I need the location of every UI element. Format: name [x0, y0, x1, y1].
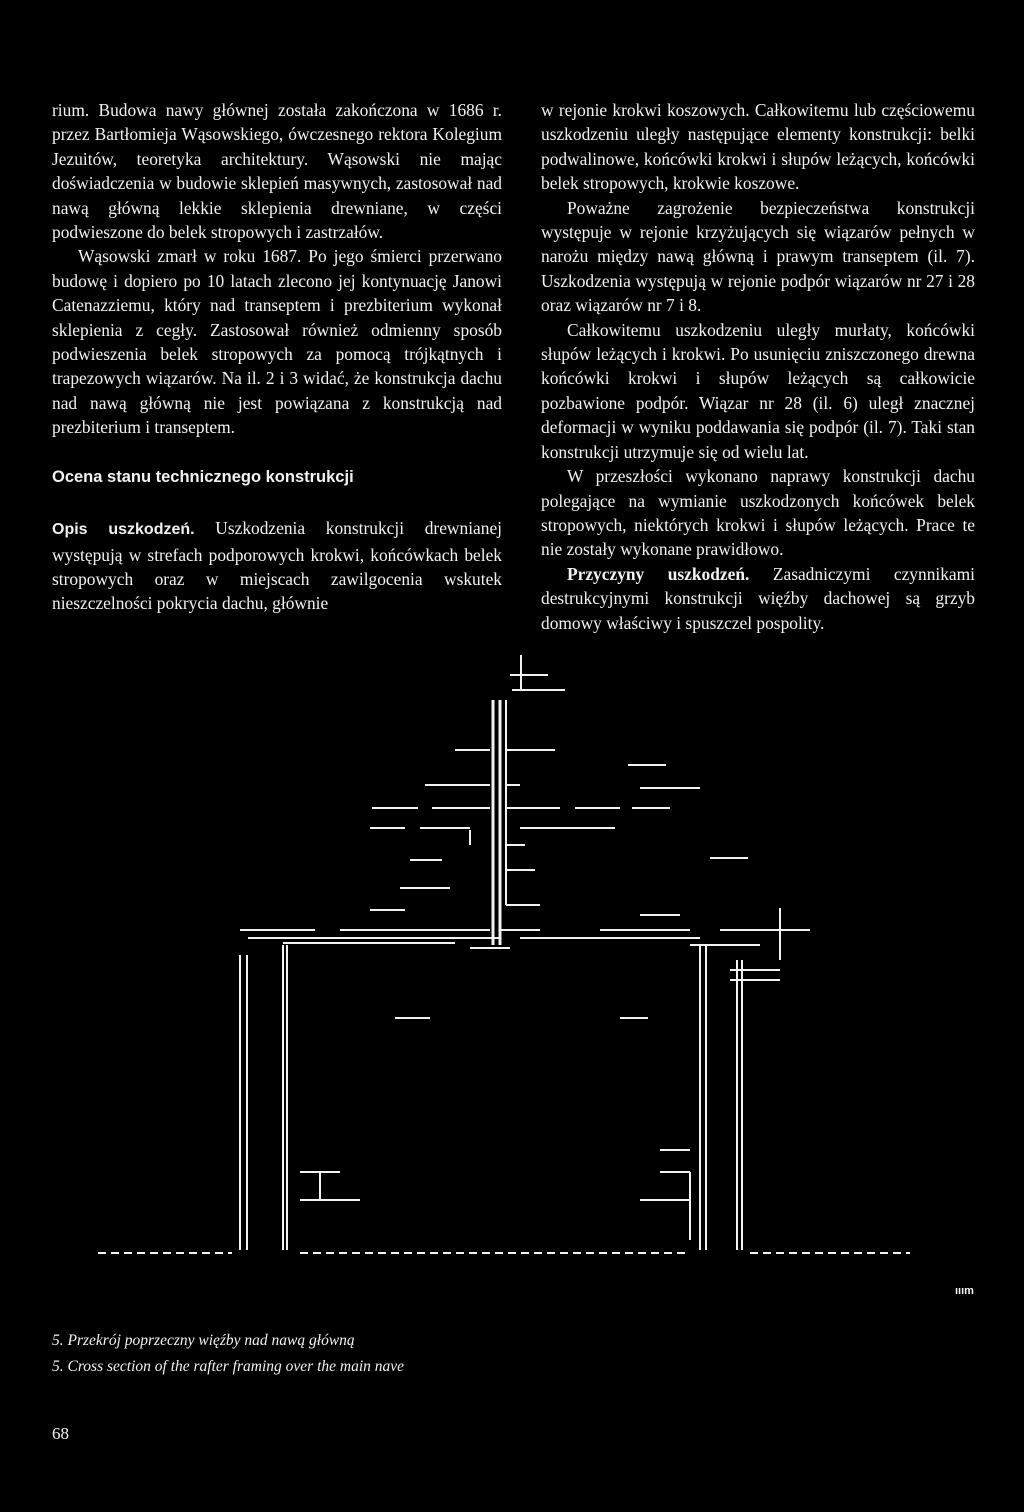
run-in-heading: Przyczyny uszkodzeń. [567, 563, 750, 584]
tie-beam [240, 908, 810, 1018]
cross-section-drawing [0, 640, 1024, 1280]
left-text-column [52, 98, 502, 616]
figure-caption-polish: 5. Przekrój poprzeczny więźby nad nawą główną [52, 1332, 355, 1349]
figure-caption-english: 5. Cross section of the rafter framing over the main nave [52, 1358, 405, 1375]
scale-label: ııım [955, 1285, 974, 1297]
paragraph: rium. Budowa nawy głównej została zakończona w 1686 r. przez Bartłomieja Wąsowskiego, ówczesnego rektora Kolegium Jezuitów, teoretyka architektury. Wąsowski nie mając doświadczenia w budowie sklepień masywnych, zastosował nad nawą główną lekkie sklepienia drewniane, w części podwieszone do belek stropowych i zastrzałów. [52, 100, 502, 243]
paragraph-text: Zasadniczymi czynnikami destrukcyjnymi konstrukcji więźby dachowej są grzyb domowy właściwy i spuszczel pospolity. [541, 563, 975, 633]
paragraph-text: Uszkodzenia konstrukcji drewnianej występują w strefach podporowych krokwi, końcówkach belek stropowych oraz w miejscach zawilgocenia wskutek nieszczelności pokrycia dachu, głównie [52, 518, 502, 614]
paragraph [541, 562, 975, 635]
right-wall [640, 945, 742, 1250]
paragraph [52, 516, 502, 616]
left-wall [240, 945, 360, 1250]
paragraph: W przeszłości wykonano naprawy konstrukcji dachu polegające na wymianie uszkodzonych końcówek belek stropowych, niektórych krokwi i słupów leżących. Prace te nie zostały wykonane prawidłowo. [541, 466, 975, 560]
paragraph: w rejonie krokwi koszowych. Całkowitemu lub częściowemu uszkodzeniu uległy następujące elementy konstrukcji: belki podwalinowe, końcówki krokwi i słupów leżących, końcówki belek stropowych, krokwie koszowe. [541, 100, 975, 194]
paragraph: Wąsowski zmarł w roku 1687. Po jego śmierci przerwano budowę i dopiero po 10 latach zlecono jej kontynuację Janowi Catenazziemu, który nad transeptem i prezbiterium wykonał sklepienia z cegły. Zastosował również odmienny sposób podwieszenia belek stropowych za pomocą trójkątnych i trapezowych wiązarów. Na il. 2 i 3 widać, że konstrukcja dachu nad nawą główną nie jest powiązana z konstrukcją nad prezbiterium i transeptem. [52, 246, 502, 438]
paragraph: Poważne zagrożenie bezpieczeństwa konstrukcji występuje w rejonie krzyżujących się wiązarów pełnych w narożu między nawą główną i prawym transeptem (il. 7). Uszkodzenia występują w rejonie podpór wiązarów nr 27 i 28 oraz wiązarów nr 7 i 8. [541, 197, 975, 316]
paragraph: Całkowitemu uszkodzeniu uległy murłaty, końcówki słupów leżących i krokwi. Po usunięciu zniszczonego drewna końcówki krokwi i słupów leżących są całkowicie pozbawione podpór. Wiązar nr 28 (il. 6) uległ znacznej deformacji w wyniku poddawania się podpór (il. 7). Taki stan konstrukcji utrzymuje się od wielu lat. [541, 319, 975, 462]
section-heading: Ocena stanu technicznego konstrukcji [52, 467, 354, 486]
king-post [493, 655, 565, 945]
page-number: 68 [52, 1424, 69, 1443]
right-text-column [541, 98, 975, 635]
upper-beams [370, 750, 748, 915]
run-in-heading: Opis uszkodzeń. [52, 521, 195, 539]
